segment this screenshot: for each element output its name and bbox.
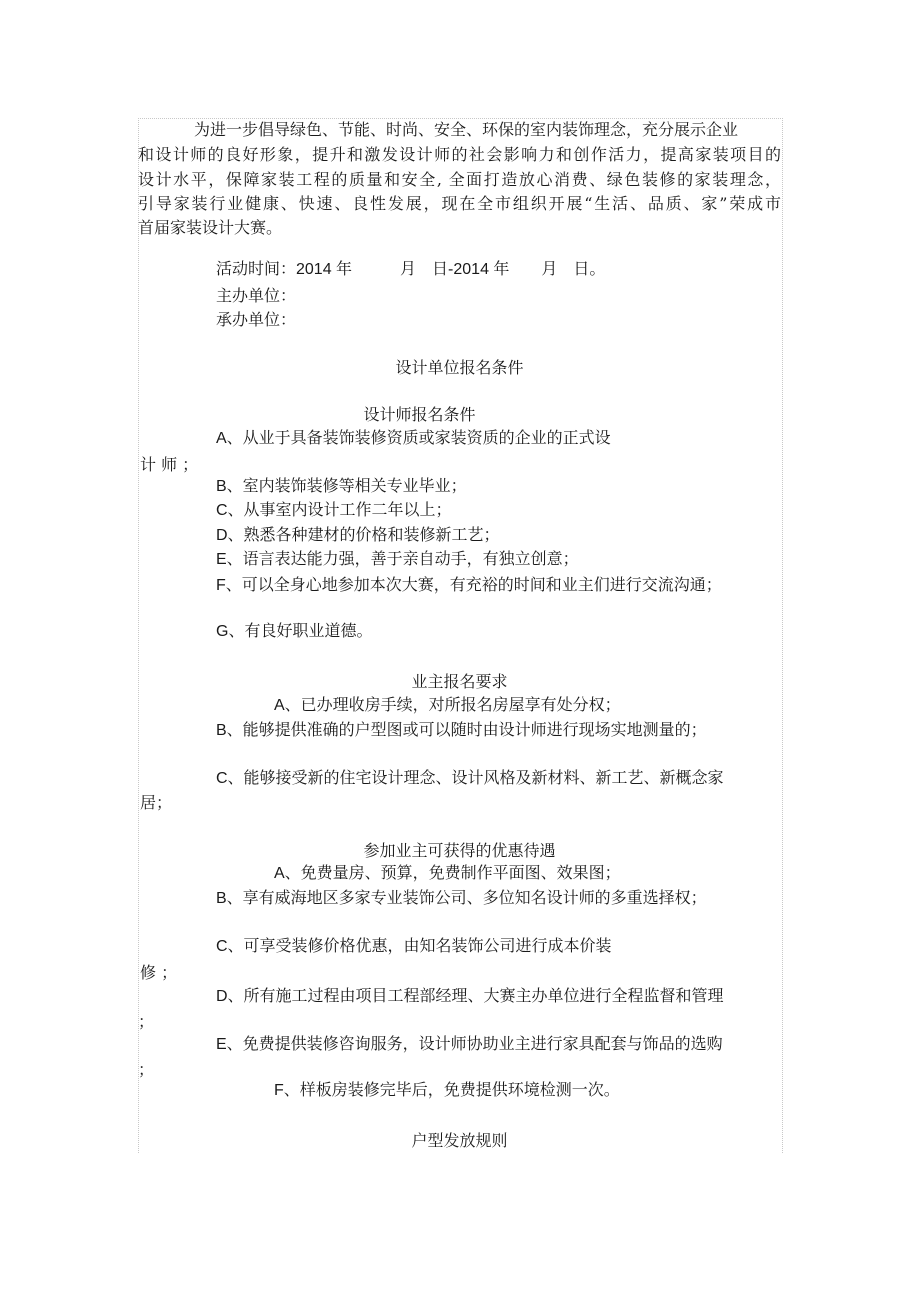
owner-item-c: C、能够接受新的住宅设计理念、设计风格及新材料、新工艺、新概念家 bbox=[216, 770, 724, 787]
designer-item-a-cont: 计 师 ； bbox=[140, 455, 199, 474]
intro-line-1: 为进一步倡导绿色、节能、时尚、安全、环保的室内装饰理念，充分展示企业 bbox=[194, 120, 739, 139]
benefit-item-f: F、样板房装修完毕后，免费提供环境检测一次。 bbox=[274, 1082, 620, 1099]
designer-item-c: C、从事室内设计工作二年以上； bbox=[216, 502, 452, 519]
designer-item-f: F、可以全身心地参加本次大赛，有充裕的时间和业主们进行交流沟通； bbox=[216, 577, 722, 594]
designer-item-b: B、室内装饰装修等相关专业毕业； bbox=[216, 478, 467, 495]
benefits-title: 参加业主可获得的优惠待遇 bbox=[363, 841, 556, 860]
organizer-unit: 承办单位： bbox=[216, 310, 297, 329]
activity-time: 活动时间：2014 年 月 日-2014 年 月 日。 bbox=[216, 261, 606, 278]
floorplan-title: 户型发放规则 bbox=[411, 1131, 508, 1150]
intro-line-5: 首届家装设计大赛。 bbox=[138, 218, 283, 237]
benefit-item-e-cont: ； bbox=[138, 1060, 155, 1079]
designer-item-g: G、有良好职业道德。 bbox=[216, 623, 373, 640]
benefit-item-b: B、享有威海地区多家专业装饰公司、多位知名设计师的多重选择权； bbox=[216, 890, 707, 907]
benefit-item-d: D、所有施工过程由项目工程部经理、大赛主办单位进行全程监督和管理 bbox=[216, 988, 724, 1005]
owner-item-c-cont: 居； bbox=[140, 793, 173, 812]
designer-item-d: D、熟悉各种建材的价格和装修新工艺； bbox=[216, 527, 500, 544]
owner-item-a: A、已办理收房手续，对所报名房屋享有处分权； bbox=[274, 697, 621, 714]
benefit-item-d-cont: ； bbox=[138, 1012, 155, 1031]
designer-item-a: A、从业于具备装饰装修资质或家装资质的企业的正式设 bbox=[216, 430, 611, 447]
benefit-item-c: C、可享受装修价格优惠，由知名装饰公司进行成本价装 bbox=[216, 938, 612, 955]
design-unit-title: 设计单位报名条件 bbox=[395, 358, 524, 377]
host-unit: 主办单位： bbox=[216, 286, 297, 305]
designer-title: 设计师报名条件 bbox=[363, 405, 476, 424]
owner-title: 业主报名要求 bbox=[411, 672, 508, 691]
benefit-item-c-cont: 修 ； bbox=[140, 963, 178, 982]
intro-line-2: 和设计师的良好形象，提升和激发设计师的社会影响力和创作活力，提高家装项目的 bbox=[138, 145, 781, 164]
intro-line-3: 设计水平，保障家装工程的质量和安全, 全面打造放心消费、绿色装修的家装理念， bbox=[138, 170, 781, 189]
owner-item-b: B、能够提供准确的户型图或可以随时由设计师进行现场实地测量的； bbox=[216, 722, 707, 739]
benefit-item-a: A、免费量房、预算，免费制作平面图、效果图； bbox=[274, 865, 621, 882]
designer-item-e: E、语言表达能力强，善于亲自动手，有独立创意； bbox=[216, 551, 579, 568]
intro-line-4: 引导家装行业健康、快速、良性发展，现在全市组织开展“生活、品质、家”荣成市 bbox=[138, 194, 781, 213]
benefit-item-e: E、免费提供装修咨询服务，设计师协助业主进行家具配套与饰品的选购 bbox=[216, 1036, 723, 1053]
